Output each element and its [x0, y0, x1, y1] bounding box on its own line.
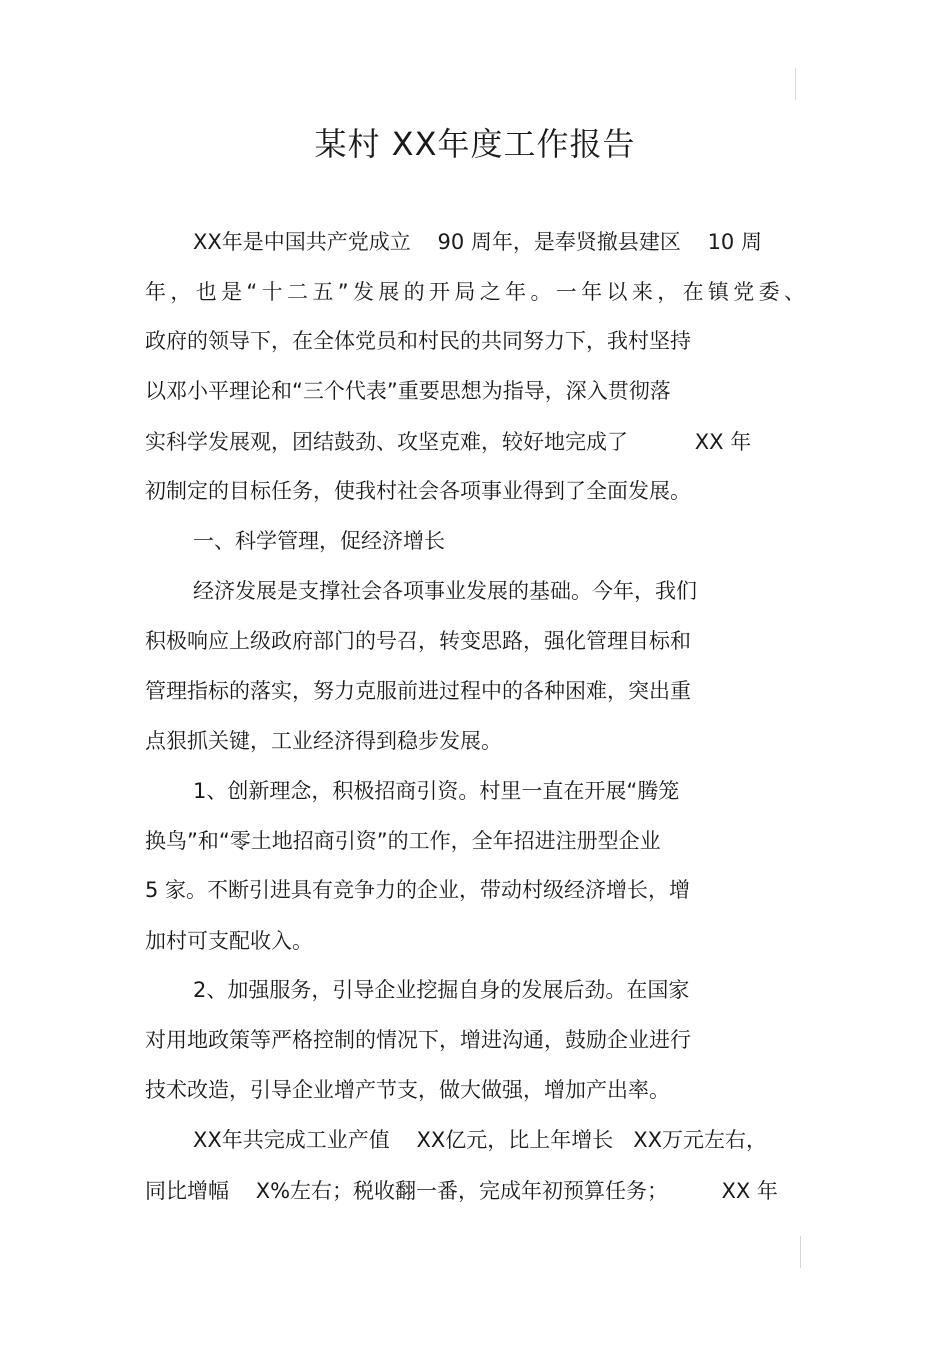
page-title: 某村 XX年度工作报告: [314, 125, 636, 163]
paragraph-line: XX年共完成工业产值 XX亿元，比上年增长 XX万元左右，: [193, 1128, 768, 1152]
paragraph-line: 年，也是“十二五”发展的开局之年。一年以来，在镇党委、: [145, 280, 805, 304]
paragraph-line: 实科学发展观，团结鼓劲、攻坚克难，较好地完成了 XX 年: [145, 430, 752, 454]
section-heading: 一、科学管理，促经济增长: [193, 529, 445, 553]
paragraph-line: 换鸟”和“零土地招商引资”的工作，全年招进注册型企业: [145, 829, 661, 853]
paragraph-line: 技术改造，引导企业增产节支，做大做强，增加产出率。: [145, 1078, 670, 1102]
paragraph-line: 加村可支配收入。: [145, 929, 313, 953]
paragraph-line: 2、加强服务，引导企业挖掘自身的发展后劲。在国家: [193, 978, 690, 1002]
page-corner-mark-bottom: [800, 1236, 801, 1268]
paragraph-line: 政府的领导下，在全体党员和村民的共同努力下，我村坚持: [145, 329, 691, 353]
page-corner-mark-top: [795, 68, 796, 100]
paragraph-line: 5 家。不断引进具有竞争力的企业，带动村级经济增长，增: [145, 878, 691, 902]
paragraph-line: 对用地政策等严格控制的情况下，增进沟通，鼓励企业进行: [145, 1028, 691, 1052]
paragraph-line: 管理指标的落实，努力克服前进过程中的各种困难，突出重: [145, 679, 691, 703]
paragraph-line: 同比增幅 X%左右；税收翻一番，完成年初预算任务； XX 年: [145, 1179, 778, 1203]
paragraph-line: 1、创新理念，积极招商引资。村里一直在开展“腾笼: [193, 779, 680, 803]
paragraph-line: 点狠抓关键，工业经济得到稳步发展。: [145, 729, 502, 753]
paragraph-line: 初制定的目标任务，使我村社会各项事业得到了全面发展。: [145, 479, 691, 503]
paragraph-line: XX年是中国共产党成立 90 周年，是奉贤撤县建区 10 周: [193, 230, 762, 254]
paragraph-line: 积极响应上级政府部门的号召，转变思路，强化管理目标和: [145, 629, 691, 653]
paragraph-line: 以邓小平理论和“三个代表”重要思想为指导，深入贯彻落: [145, 379, 671, 403]
paragraph-line: 经济发展是支撑社会各项事业发展的基础。今年，我们: [193, 579, 697, 603]
